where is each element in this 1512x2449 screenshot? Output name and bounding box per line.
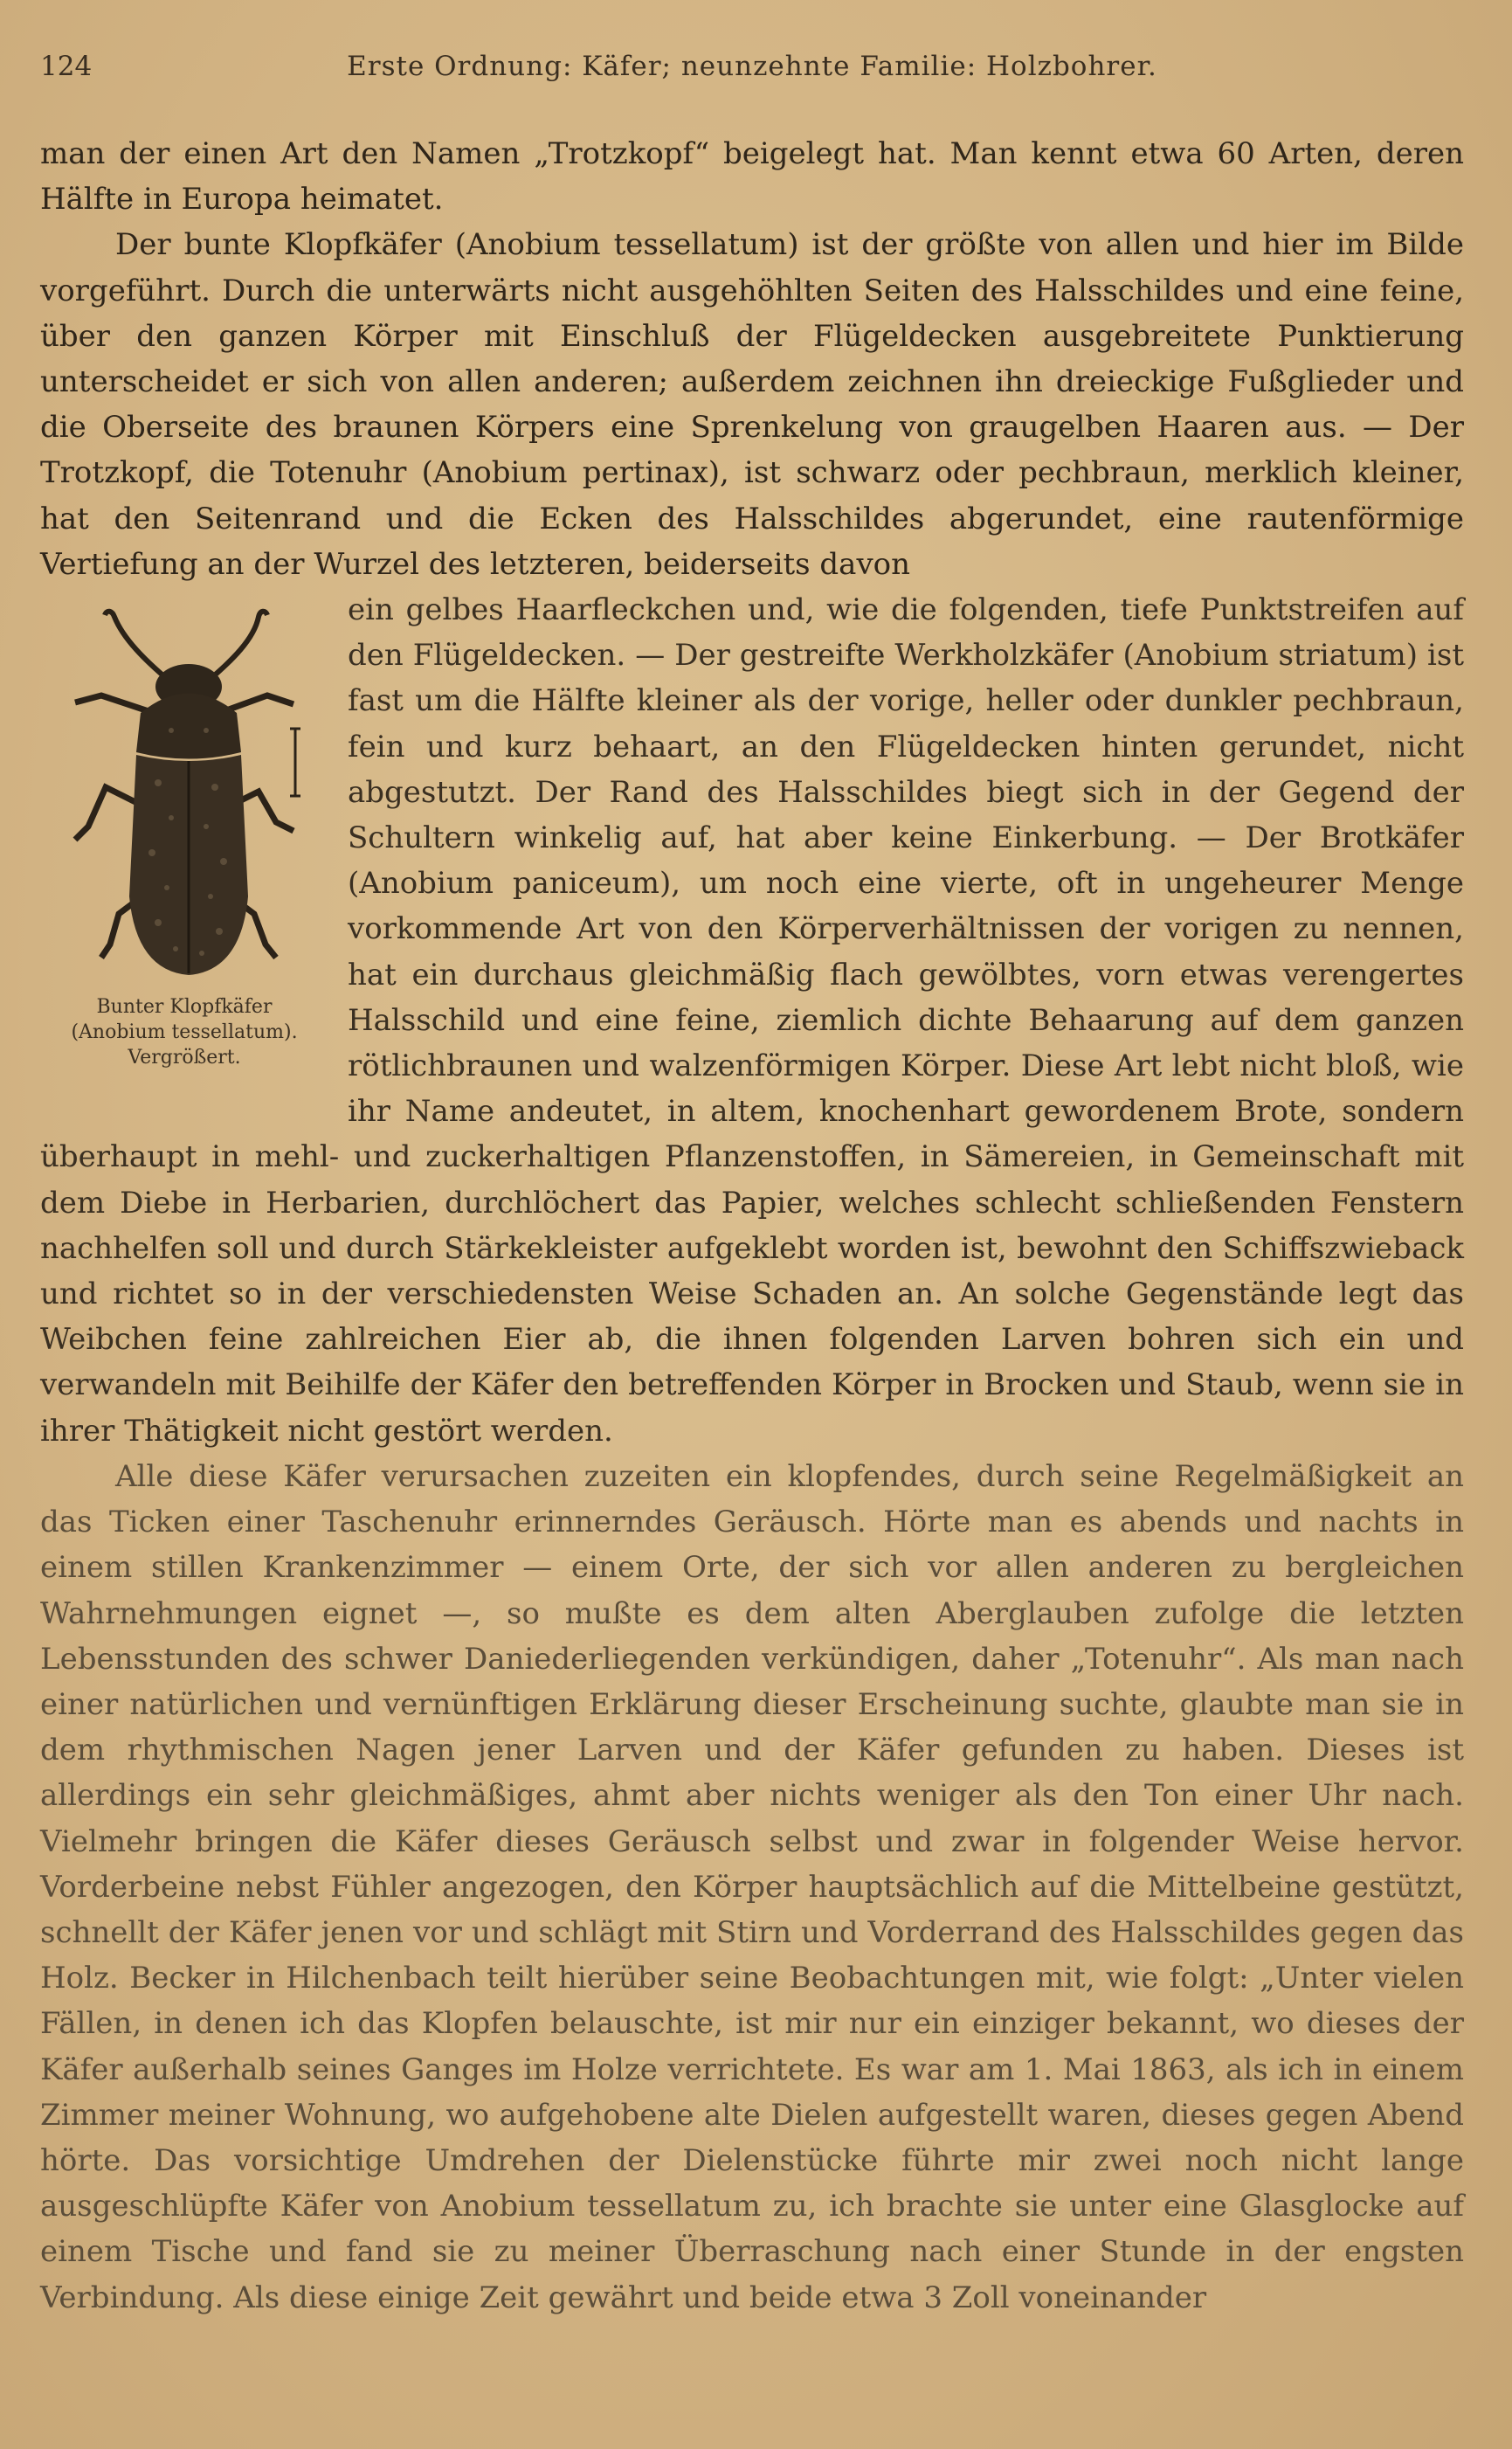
paragraph-1: man der einen Art den Namen „Trotzkopf“ beigelegt hat. Man kennt etwa 60 Arten, deren Hälfte in Europa heimatet. <box>40 136 1464 218</box>
caption-line-1: Bunter Klopfkäfer <box>96 996 273 1019</box>
paragraph-2: Der bunte Klopfkäfer (Anobium tessellatum) ist der größte von allen und hier im Bilde vorgeführt. Durch die unterwärts nicht ausgehöhlten Seiten des Halsschildes und eine feine, über den ganzen Körper mit Einschluß der Flügeldecken ausgebreitete Punktierung unterscheidet er sich von allen anderen; außerdem zeichnen ihn dreieckige Fußglieder und die Oberseite des braunen Körpers eine Sprenkelung von graugelben Haaren aus. — Der Trotzkopf, die Totenuhr (Anobium pertinax), ist schwarz oder pechbraun, merklich kleiner, hat den Seitenrand und die Ecken des Halsschildes abgerundet, eine rautenförmige Vertiefung an der Wurzel des letzteren, beiderseits davon <box>40 227 1464 582</box>
running-head: Erste Ordnung: Käfer; neunzehnte Familie: Holzbohrer. <box>347 51 1157 82</box>
paragraph-4: Alle diese Käfer verursachen zuzeiten ein klopfendes, durch seine Regelmäßigkeit an das Ticken einer Taschenuhr erinnerndes Geräusch. Hörte man es abends und nachts in einem stillen Krankenzimmer — einem Orte, der sich vor allen anderen zu bergleichen Wahrnehmungen eignet —, so mußte es dem alten Aberglauben zufolge die letzten Lebensstunden des schwer Daniederliegenden verkündigen, daher „Totenuhr“. Als man nach einer natürlichen und vernünftigen Erklärung dieser Erscheinung suchte, glaubte man sie in dem rhythmischen Nagen jener Larven und der Käfer gefunden zu haben. Dieses ist allerdings ein sehr gleichmäßiges, ahmt aber nichts weniger als den Ton einer Uhr nach. Vielmehr bringen die Käfer dieses Geräusch selbst und zwar in folgender Weise hervor. Vorderbeine nebst Fühler angezogen, den Körper hauptsächlich auf die Mittelbeine gestützt, schnellt der Käfer jenen vor und schlägt mit Stirn und Vorderrand des Halsschildes gegen das Holz. Becker in Hilchenbach teilt hierüber seine Beobachtungen mit, wie folgt: „Unter vielen Fällen, in denen ich das Klopfen belauschte, ist mir nur ein einziger bekannt, wo dieses der Käfer außerhalb seines Ganges im Holze verrichtete. Es war am 1. Mai 1863, als ich in einem Zimmer meiner Wohnung, wo aufgehobene alte Dielen aufgestellt waren, dieses gegen Abend hörte. Das vorsichtige Umdrehen der Dielenstücke führte mir zwei noch nicht lange ausgeschlüpfte Käfer von Anobium tessellatum zu, ich brachte sie unter eine Glasglocke auf einem Tische und fand sie zu meiner Überraschung nach einer Stunde in der engsten Verbindung. Als diese einige Zeit gewährt und beide etwa 3 Zoll voneinander <box>40 1458 1464 2315</box>
beetle-figure <box>40 599 328 1089</box>
body-text <box>40 131 1464 2321</box>
page-number: 124 <box>40 51 93 82</box>
page-header <box>40 51 1464 89</box>
figure-caption <box>40 994 328 1070</box>
caption-line-2: (Anobium tessellatum). <box>71 1021 298 1044</box>
paragraph-3: ein gelbes Haarfleckchen und, wie die folgenden, tiefe Punktstreifen auf den Flügeldecken. — Der gestreifte Werkholzkäfer (Anobium striatum) ist fast um die Hälfte kleiner als der vorige, heller oder dunkler pechbraun, fein und kurz behaart, an den Flügeldecken hinten gerundet, nicht abgestutzt. Der Rand des Halsschildes biegt sich in der Gegend der Schultern winkelig auf, hat aber keine Einkerbung. — Der Brotkäfer (Anobium paniceum), um noch eine vierte, oft in ungeheurer Menge vorkommende Art von den Körperverhältnissen der vorigen zu nennen, hat ein durchaus gleichmäßig flach gewölbtes, vorn etwas verengertes Halsschild und eine feine, ziemlich dichte Behaarung auf dem ganzen rötlichbraunen und walzenförmigen Körper. Diese Art lebt nicht bloß, wie ihr Name andeutet, in altem, knochenhart gewordenem Brote, sondern überhaupt in mehl- und zuckerhaltigen Pflanzenstoffen, in Sämereien, in Gemeinschaft mit dem Diebe in Herbarien, durchlöchert das Papier, welches schlecht schließenden Fenstern nachhelfen soll und durch Stärkekleister aufgeklebt worden ist, bewohnt den Schiffszwieback und richtet so in der verschiedensten Weise Schaden an. An solche Gegenstände legt das Weibchen feine zahlreichen Eier ab, die ihnen folgenden Larven bohren sich ein und verwandeln mit Beihilfe der Käfer den betreffenden Körper in Brocken und Staub, wenn sie in ihrer Thätigkeit nicht gestört werden. <box>40 592 1464 1449</box>
caption-line-3: Vergrößert. <box>128 1047 241 1069</box>
beetle-illustration-icon <box>40 599 328 993</box>
